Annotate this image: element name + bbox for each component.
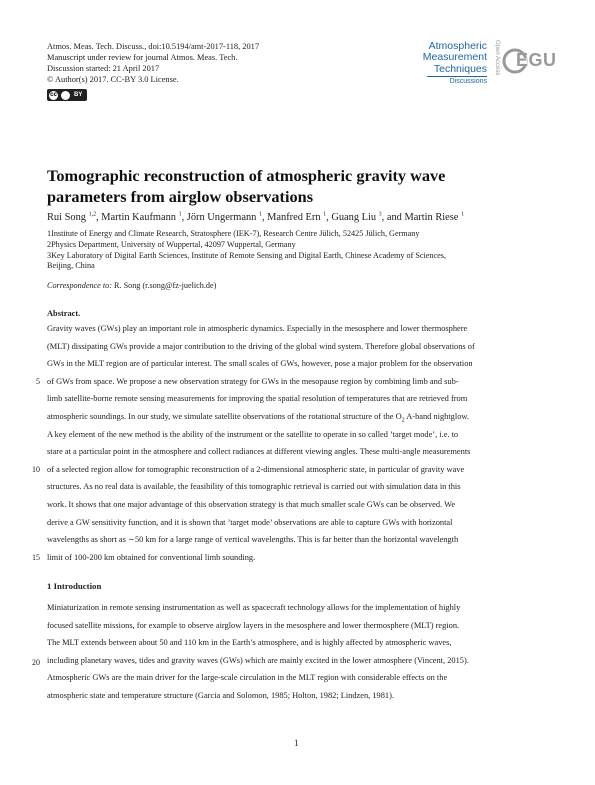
cc-by-license-icon — [47, 89, 87, 101]
copyright-line: © Author(s) 2017. CC-BY 3.0 License. — [47, 75, 179, 84]
intro-line: The MLT extends between about 50 and 110 km in the Earth’s atmosphere, and is highly affected by atmospheric waves, — [47, 638, 452, 648]
abstract-line: wavelengths as short as ∼50 km for a large range of vertical wavelengths. This is far better than the horizontal wavelength — [47, 535, 459, 545]
intro-line: focused satellite missions, for example to observe airglow layers in the mesosphere and lower thermosphere (MLT) region. — [47, 620, 460, 630]
abstract-line: GWs in the MLT region are of particular interest. The small scales of GWs, however, pose a major problem for the observation — [47, 359, 473, 369]
abstract-line: of GWs from space. We propose a new observation strategy for GWs in the mesopause region by combining limb and sub- — [47, 376, 459, 386]
correspondence — [47, 281, 216, 290]
author-list: Rui Song $^{1,2}$, Martin Kaufmann $^1$, Jörn Ungermann $^1$, Manfred Ern $^1$, Guang Liu $^3$, and Martin Riese $^1$ — [47, 211, 465, 223]
logo-discussions: Discussions — [449, 78, 487, 85]
affiliation-2: 2Physics Department, University of Wuppertal, 42097 Wuppertal, Germany — [47, 239, 296, 249]
license-badge-label: BY — [74, 92, 83, 98]
abstract-heading: Abstract. — [47, 309, 81, 318]
abstract-line: (MLT) dissipating GWs provide a major contribution to the driving of the global wind system. Therefore global observations of — [47, 341, 475, 351]
open-access-label: Open Access — [494, 40, 500, 76]
intro-line: Miniaturization in remote sensing instrumentation as well as spacecraft technology allows for the implementation of highly — [47, 603, 461, 612]
affiliations — [47, 229, 547, 272]
logo-line1: Atmospheric — [428, 40, 487, 52]
journal-logo-title — [402, 41, 487, 75]
abstract-line: work. It shows that one major advantage of this observation strategy is that much smaller scale GWs can be observed. We — [47, 499, 456, 509]
title-line2: parameters from airglow observations — [47, 187, 314, 206]
line-number: 5 — [36, 377, 40, 386]
abstract-line: A key element of the new method is the ability of the instrument or the satellite to operate in so called ’target mode’, i.e. to — [47, 429, 459, 439]
abstract-line: stare at a particular point in the atmosphere and collect radiances at different viewing angles. These multi-angle measurements — [47, 447, 471, 457]
paper-title — [47, 165, 445, 207]
cc-icon: cc — [50, 91, 57, 98]
abstract-line: limit of 100-200 km obtained for conventional limb sounding. — [47, 552, 256, 562]
affiliation-3-cont: Beijing, China — [47, 261, 95, 271]
section-heading-introduction: 1 Introduction — [47, 581, 102, 591]
person-icon — [61, 91, 70, 100]
intro-line: Atmospheric GWs are the main driver for the large-scale circulation in the MLT region with considerable effects on the — [47, 673, 448, 683]
line-number: 20 — [32, 658, 40, 667]
review-status: Manuscript under review for journal Atmos. Meas. Tech. — [47, 53, 238, 62]
abstract-line: structures. As no real data is available, the feasibility of this tomographic retrieval is carried out with simulation data in this — [47, 482, 461, 492]
abstract-line: Gravity waves (GWs) play an important role in atmospheric dynamics. Especially in the mesosphere and lower thermosphere — [47, 324, 468, 333]
correspondence-label: Correspondence to: — [47, 281, 112, 290]
introduction-body — [47, 599, 547, 705]
affiliation-3: 3Key Laboratory of Digital Earth Sciences, Institute of Remote Sensing and Digital Earth, Chinese Academy of Sciences, — [47, 250, 447, 260]
line-number: 10 — [32, 465, 40, 474]
discussion-date: Discussion started: 21 April 2017 — [47, 64, 160, 73]
affiliation-1: 1Institute of Energy and Climate Research, Stratosphere (IEK-7), Research Centre Jülich, 52425 Jülich, Germany — [47, 229, 420, 238]
egu-mark: EGU — [516, 50, 557, 70]
logo-line2: Measurement — [422, 51, 487, 64]
intro-line: atmospheric state and temperature structure (Garcia and Solomon, 1985; Holton, 1982; Lindzen, 1981). — [47, 690, 395, 700]
logo-line3: Techniques — [433, 62, 487, 75]
intro-line: including planetary waves, tides and gravity waves (GWs) which are mainly excited in the lower atmosphere (Vincent, 2015). — [47, 655, 469, 665]
abstract-line: derive a GW sensitivity function, and it is shown that ’target mode’ observations are able to capture GWs with horizontal — [47, 517, 453, 527]
line-number: 15 — [32, 553, 40, 562]
journal-citation: Atmos. Meas. Tech. Discuss., doi:10.5194/amt-2017-118, 2017 — [47, 42, 260, 51]
abstract-body — [47, 320, 547, 566]
abstract-line: limb satellite-borne remote sensing measurements for improving the spatial resolution of temperatures that are retrieved from — [47, 394, 468, 404]
abstract-line: of a selected region allow for tomographic reconstruction of a 2-dimensional atmospheric state, in particular of gravity wave — [47, 464, 465, 474]
logo-divider — [427, 76, 487, 77]
correspondence-value: R. Song (r.song@fz-juelich.de) — [114, 281, 217, 290]
page-number: 1 — [294, 738, 299, 748]
abstract-line-o2: atmospheric soundings. In our study, we simulate satellite observations of the rotational structure of the $O_2$ A-band nightglow. — [47, 411, 469, 424]
title-line1: Tomographic reconstruction of atmospheric gravity wave — [47, 166, 446, 185]
